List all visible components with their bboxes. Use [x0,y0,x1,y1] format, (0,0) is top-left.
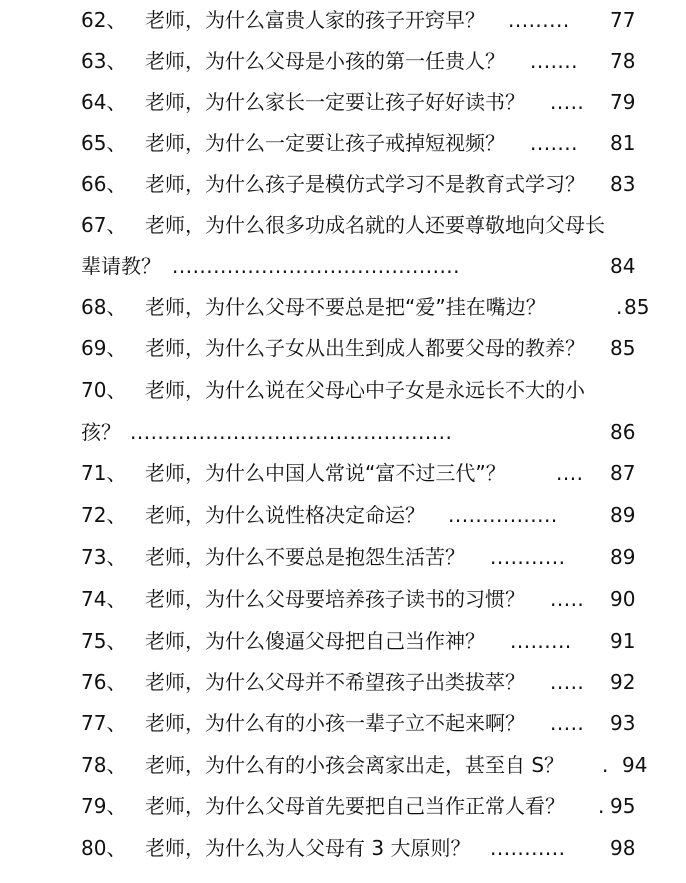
dot-leader: . [616,295,623,319]
entry-page-number: 83 [610,172,636,196]
toc-entry-79[interactable] [0,790,686,822]
entry-page-number: 93 [610,711,636,735]
dot-leader: ............................................... [130,420,453,444]
toc-entry-67-continuation[interactable] [0,250,686,282]
entry-title: 老师，为什么父母首先要把自己当作正常人看？ [145,794,565,818]
entry-page-number: 92 [610,670,636,694]
entry-number: 65、 [81,131,127,155]
entry-page-number: 78 [610,49,636,73]
entry-title: 老师，为什么说性格决定命运？ [145,503,425,527]
entry-page-number: 87 [610,461,636,485]
entry-number: 75、 [81,629,127,653]
entry-page-number: 85 [624,295,650,319]
dot-leader: . [602,753,609,777]
dot-leader: ......... [508,8,570,32]
entry-page-number: 86 [610,420,636,444]
dot-leader: .......................................... [172,254,461,278]
entry-page-number: 85 [610,336,636,360]
entry-page-number: 79 [610,90,636,114]
entry-title-continuation: 孩？ [81,420,121,444]
entry-number: 69、 [81,336,127,360]
dot-leader: ........... [490,545,566,569]
toc-entry-80[interactable] [0,832,686,864]
entry-title: 老师，为什么不要总是抱怨生活苦？ [145,545,465,569]
entry-number: 80、 [81,836,127,860]
entry-page-number: 81 [610,131,636,155]
dot-leader: ..... [550,711,585,735]
toc-entry-73[interactable] [0,541,686,573]
dot-leader: ........... [490,836,566,860]
entry-page-number: 95 [610,794,636,818]
entry-number: 72、 [81,503,127,527]
toc-entry-62[interactable] [0,4,686,36]
toc-entry-67[interactable] [0,209,686,241]
toc-entry-75[interactable] [0,625,686,657]
entry-page-number: 84 [610,254,636,278]
entry-page-number: 90 [610,587,636,611]
dot-leader: . [598,794,605,818]
toc-entry-68[interactable] [0,291,686,323]
entry-title: 老师，为什么说在父母心中子女是永远长不大的小 [145,378,585,402]
entry-number: 78、 [81,753,127,777]
toc-entry-76[interactable] [0,666,686,698]
dot-leader: ..... [550,90,585,114]
entry-page-number: 89 [610,503,636,527]
toc-entry-70[interactable] [0,374,686,406]
entry-title: 老师，为什么子女从出生到成人都要父母的教养？ [145,336,585,360]
entry-title-continuation: 辈请教？ [81,254,161,278]
entry-number: 62、 [81,8,127,32]
entry-title: 老师，为什么富贵人家的孩子开窍早？ [145,8,485,32]
dot-leader: ....... [530,49,579,73]
entry-title: 老师，为什么一定要让孩子戒掉短视频？ [145,131,505,155]
toc-entry-74[interactable] [0,583,686,615]
entry-title: 老师，为什么傻逼父母把自己当作神？ [145,629,485,653]
dot-leader: ......... [510,629,572,653]
entry-title: 老师，为什么父母要培养孩子读书的习惯？ [145,587,525,611]
entry-number: 67、 [81,213,127,237]
toc-entry-71[interactable] [0,457,686,489]
entry-number: 70、 [81,378,127,402]
entry-title: 老师，为什么有的小孩会离家出走，甚至自 S？ [145,753,565,777]
entry-page-number: 94 [622,753,648,777]
dot-leader: ....... [530,131,579,155]
toc-entry-77[interactable] [0,707,686,739]
dot-leader: .... [556,461,584,485]
entry-number: 76、 [81,670,127,694]
dot-leader: ................ [448,503,558,527]
entry-number: 77、 [81,711,127,735]
toc-entry-69[interactable] [0,332,686,364]
entry-title: 老师，为什么为人父母有 3 大原则？ [145,836,471,860]
toc-entry-65[interactable] [0,127,686,159]
entry-title: 老师，为什么父母是小孩的第一任贵人？ [145,49,505,73]
dot-leader: ..... [550,670,585,694]
entry-number: 71、 [81,461,127,485]
entry-page-number: 98 [610,836,636,860]
entry-title: 老师，为什么孩子是模仿式学习不是教育式学习？ [145,172,585,196]
entry-title: 老师，为什么中国人常说“富不过三代”？ [145,461,506,485]
toc-entry-78[interactable] [0,749,686,781]
entry-number: 79、 [81,794,127,818]
entry-number: 63、 [81,49,127,73]
entry-title: 老师，为什么有的小孩一辈子立不起来啊？ [145,711,525,735]
entry-title: 老师，为什么家长一定要让孩子好好读书？ [145,90,525,114]
toc-entry-70-continuation[interactable] [0,416,686,448]
entry-page-number: 77 [610,8,636,32]
entry-number: 68、 [81,295,127,319]
toc-entry-66[interactable] [0,168,686,200]
entry-page-number: 91 [610,629,636,653]
entry-title: 老师，为什么父母不要总是把“爱”挂在嘴边？ [145,295,546,319]
toc-entry-64[interactable] [0,86,686,118]
entry-number: 64、 [81,90,127,114]
entry-number: 66、 [81,172,127,196]
toc-entry-72[interactable] [0,499,686,531]
entry-number: 74、 [81,587,127,611]
toc-entry-63[interactable] [0,45,686,77]
dot-leader: ..... [550,587,585,611]
entry-number: 73、 [81,545,127,569]
entry-page-number: 89 [610,545,636,569]
entry-title: 老师，为什么很多功成名就的人还要尊敬地向父母长 [145,213,605,237]
entry-title: 老师，为什么父母并不希望孩子出类拔萃？ [145,670,525,694]
